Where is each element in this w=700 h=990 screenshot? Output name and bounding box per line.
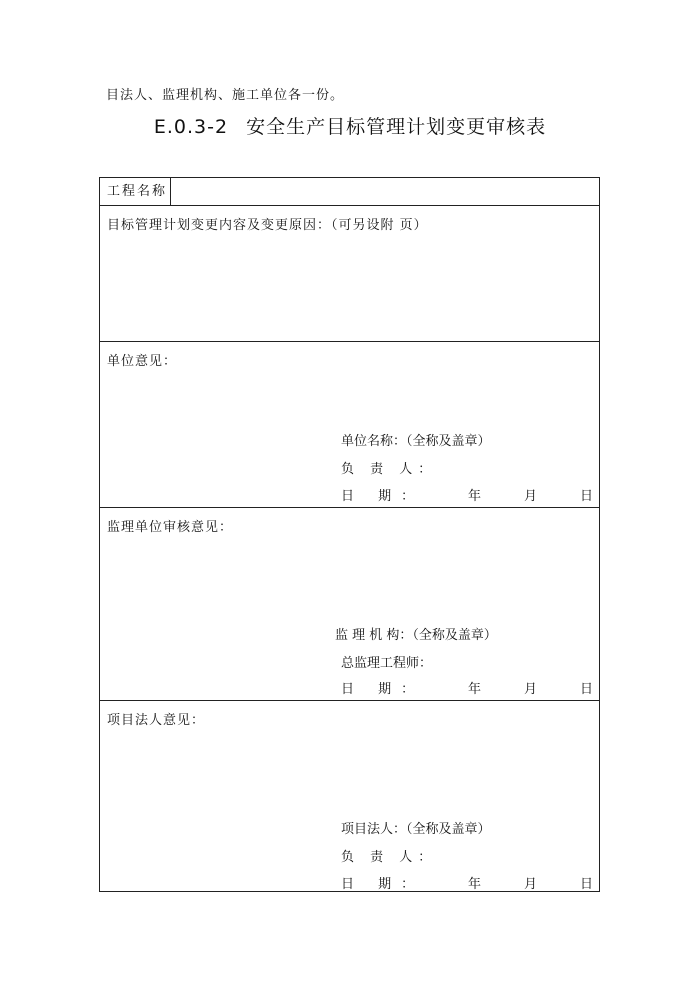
change-content-label: 目标管理计划变更内容及变更原因：（可另设附 页） — [107, 218, 428, 233]
legal-date-label: 日 期： — [341, 877, 425, 892]
project-name-row — [100, 178, 599, 206]
unit-name-label: 单位名称：（全称及盖章） — [341, 434, 491, 449]
legal-year-label: 年 — [468, 877, 482, 892]
unit-person-label: 负 责 人： — [341, 462, 438, 477]
supervision-opinion-row[interactable] — [100, 508, 599, 701]
review-form-table — [99, 177, 600, 892]
supervision-date-label: 日 期： — [341, 682, 425, 697]
legal-day-label: 日 — [580, 877, 594, 892]
unit-opinion-label: 单位意见： — [107, 354, 178, 369]
supervision-year-label: 年 — [468, 682, 482, 697]
legal-person-label: 负 责 人： — [341, 850, 438, 865]
unit-day-label: 日 — [580, 489, 594, 504]
project-name-field[interactable] — [172, 178, 599, 205]
form-title-text: 安全生产目标管理计划变更审核表 — [246, 116, 547, 138]
unit-year-label: 年 — [468, 489, 482, 504]
legal-month-label: 月 — [524, 877, 538, 892]
intro-text: 目法人、监理机构、施工单位各一份。 — [106, 88, 345, 103]
legal-opinion-label: 项目法人意见： — [107, 713, 206, 728]
supervision-org-label: 监 理 机 构：（全称及盖章） — [335, 628, 497, 643]
chief-engineer-label: 总监理工程师： — [341, 656, 433, 671]
unit-date-label: 日 期： — [341, 489, 425, 504]
legal-opinion-row[interactable] — [100, 701, 599, 891]
page-title — [0, 112, 700, 139]
change-content-row[interactable] — [100, 206, 599, 342]
legal-name-label: 项目法人：（全称及盖章） — [341, 822, 491, 837]
supervision-opinion-label: 监理单位审核意见： — [107, 520, 234, 535]
form-code: E.0.3-2 — [153, 116, 229, 138]
unit-month-label: 月 — [524, 489, 538, 504]
supervision-day-label: 日 — [580, 682, 594, 697]
supervision-month-label: 月 — [524, 682, 538, 697]
unit-opinion-row[interactable] — [100, 342, 599, 508]
project-name-label: 工程名称 — [100, 178, 171, 205]
